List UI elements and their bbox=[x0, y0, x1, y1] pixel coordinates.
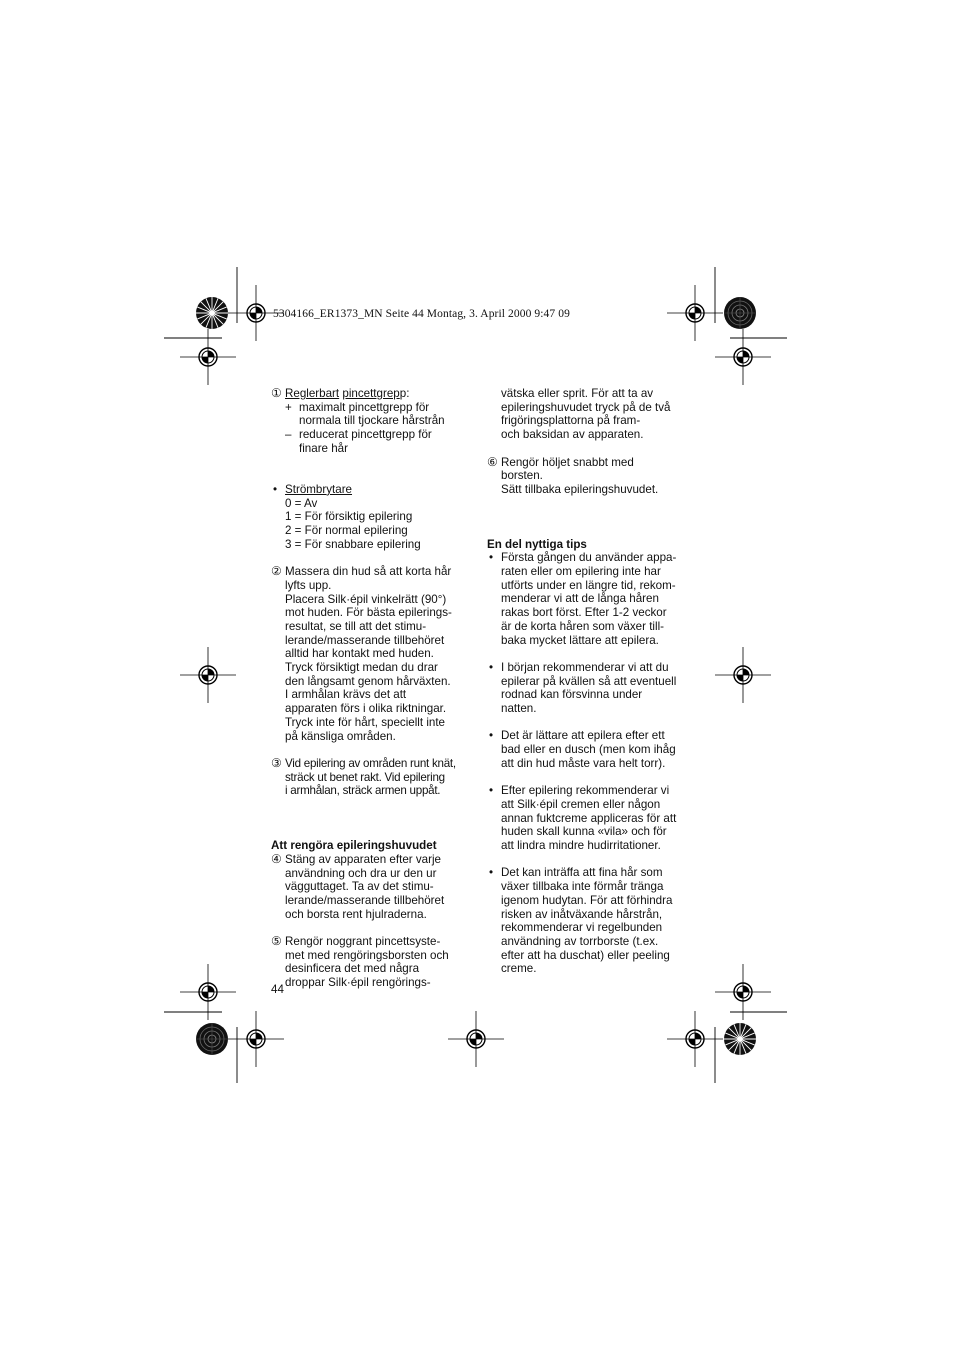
adjustable-grip-section bbox=[271, 387, 471, 456]
switch-option: 1 = För försiktig epilering bbox=[285, 510, 413, 524]
registration-mark-icon bbox=[715, 329, 771, 385]
step-5-paragraph: ⑤ Rengör noggrant pincettsyste- met med rengöringsborsten och desinficera det med några droppar Silk·épil rengörings- bbox=[271, 934, 449, 990]
step-number-2: ② bbox=[271, 564, 282, 579]
tip-item: • Det kan inträffa att fina hår som växer tillbaka inte förmår tränga igenom hudytan. För att förhindra risken av inåtväxande hårstrån, rekommenderar vi regelbunden användning av torrborste (t.ex. efter att ha duschat) eller peeling creme. bbox=[489, 866, 673, 976]
step-3-paragraph: ③ Vid epilering av områden runt knät, sträck ut benet rakt. Vid epilering i armhålan, sträck armen uppåt. bbox=[271, 755, 456, 798]
tip-item: • I början rekommenderar vi att du epilerar på kvällen så att eventuell rodnad kan försvinna under natten. bbox=[489, 660, 677, 716]
plus-option: + maximalt pincettgrepp för normala till tjockare hårstrån bbox=[285, 400, 445, 428]
minus-symbol: – bbox=[285, 428, 292, 442]
tip-item: • Det är lättare att epilera efter ett bad eller en dusch (men kom ihåg att din hud måste vara helt torr). bbox=[489, 729, 676, 770]
switch-option: 2 = För normal epilering bbox=[285, 524, 408, 537]
bullet: • bbox=[273, 482, 278, 496]
bullet: • bbox=[489, 660, 494, 674]
bullet: • bbox=[489, 551, 494, 565]
minus-option: – reducerat pincettgrepp för finare hår bbox=[285, 428, 432, 455]
star-target-icon bbox=[196, 297, 228, 329]
registration-mark-icon bbox=[180, 329, 236, 385]
step-4-paragraph: ④ Stäng av apparaten efter varje användning och dra ur den ur vägguttaget. Ta av det stimu- lerande/masserande tillbehöret och borsta rent hjulraderna. bbox=[271, 851, 445, 921]
step-number-6: ⑥ bbox=[487, 454, 498, 469]
step-5-continuation: vätska eller sprit. För att ta av epileringshuvudet tryck på de två frigöringsplattorna på fram- och baksidan av apparaten. bbox=[501, 387, 671, 442]
cleaning-heading: Att rengöra epileringshuvudet bbox=[271, 839, 437, 853]
step-2-paragraph: ② Massera din hud så att korta hår lyfts upp. Placera Silk·épil vinkelrätt (90°) mot huden. För bästa epilerings- resultat, se till att det stimu- lerande/masserande tillbehöret alltid har kontakt med huden. Tryck försiktigt medan du drar den långsamt genom hårväxten. I armhålan krävs det att apparaten förs i olika riktningar. Tryck inte för hårt, speciellt inte på känsliga områden. bbox=[271, 564, 452, 743]
plus-symbol: + bbox=[285, 400, 292, 414]
registration-mark-icon bbox=[180, 647, 236, 703]
bullet: • bbox=[489, 784, 494, 798]
bullet: • bbox=[489, 866, 494, 880]
disc-target-icon bbox=[196, 1023, 228, 1055]
left-column bbox=[271, 387, 471, 990]
switch-option: 0 = Av bbox=[285, 496, 318, 510]
registration-mark-icon bbox=[448, 1011, 504, 1067]
page-number: 44 bbox=[271, 983, 284, 996]
right-column bbox=[487, 387, 687, 976]
registration-mark-icon bbox=[715, 647, 771, 703]
disc-target-icon bbox=[724, 297, 756, 329]
step-number-1: ① bbox=[271, 386, 282, 400]
section-heading: Reglerbart pincettgrepp: bbox=[285, 387, 410, 400]
step-number-3: ③ bbox=[271, 755, 282, 770]
tip-item: • Första gången du använder appa- raten eller om epilering inte har utförts under en längre tid, rekom- menderar vi att de långa håren rakas bort först. Efter 1-2 veckor är de korta håren som växer till- baka mycket lättare att epilera. bbox=[489, 551, 677, 647]
registration-mark-icon bbox=[228, 1011, 284, 1067]
crop-marks bbox=[164, 267, 787, 1083]
tips-heading: En del nyttiga tips bbox=[487, 537, 587, 551]
step-number-4: ④ bbox=[271, 851, 282, 866]
tip-item: • Efter epilering rekommenderar vi att Silk·épil cremen eller någon annan fuktcreme appliceras för att huden skall kunna «vila» och för att lindra mindre hudirritationer. bbox=[489, 784, 677, 853]
slug-line: 5304166_ER1373_MN Seite 44 Montag, 3. April 2000 9:47 09 bbox=[273, 308, 570, 320]
star-target-icon bbox=[724, 1023, 756, 1055]
step-number-5: ⑤ bbox=[271, 934, 282, 948]
section-heading: Strömbrytare bbox=[285, 482, 353, 496]
bullet: • bbox=[489, 729, 494, 743]
power-switch-section bbox=[271, 483, 471, 552]
switch-option: 3 = För snabbare epilering bbox=[285, 537, 421, 551]
step-6-paragraph: ⑥ Rengör höljet snabbt med borsten. Sätt tillbaka epileringshuvudet. bbox=[487, 454, 659, 496]
